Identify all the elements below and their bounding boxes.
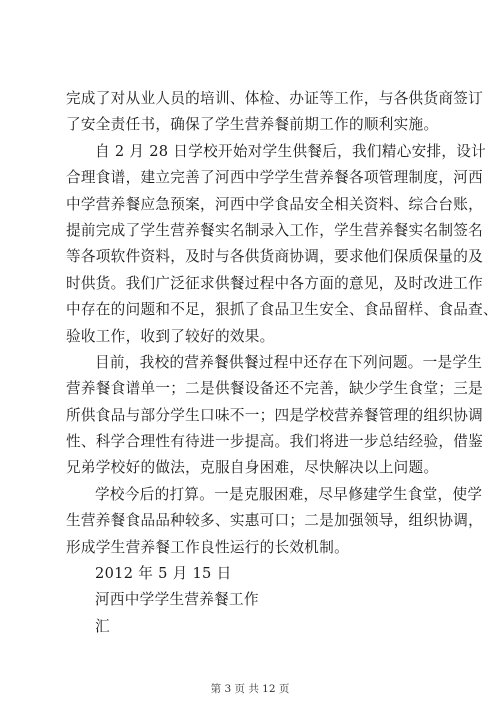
text-line: 中学营养餐应急预案，河西中学食品安全相关资料、综合台账， [66, 195, 484, 213]
text-line: 形成学生营养餐工作良性运行的长效机制。 [66, 538, 349, 556]
text-line: 完成了对从业人员的培训、体检、办证等工作，与各供货商签订 [66, 90, 484, 107]
document-body [66, 86, 498, 640]
text-line: 中存在的问题和不足，狠抓了食品卫生安全、食品留样、食品查、 [66, 301, 498, 319]
paragraph-start-line: 自 2 月 28 日学校开始对学生供餐后，我们精心安排，设计 [95, 142, 487, 160]
text-line: 验收工作，收到了较好的效果。 [66, 327, 275, 345]
text-line: 等各项软件资料，及时与各供货商协调，要求他们保质保量的及 [66, 248, 484, 266]
text-line: 了安全责任书，确保了学生营养餐前期工作的顺利实施。 [66, 116, 439, 134]
text-line: 营养餐食谱单一；二是供餐设备还不完善，缺少学生食堂；三是 [66, 380, 484, 398]
text-line: 合理食谱，建立完善了河西中学学生营养餐各项管理制度，河西 [66, 169, 484, 187]
text-line: 所供食品与部分学生口味不一；四是学校营养餐管理的组织协调 [66, 406, 484, 424]
text-line: 生营养餐食品品种较多、实惠可口；二是加强领导，组织协调， [66, 512, 484, 530]
date-line: 2012 年 5 月 15 日 [95, 565, 232, 583]
page-number-footer: 第 3 页 共 12 页 [210, 683, 290, 695]
text-line: 提前完成了学生营养餐实名制录入工作，学生营养餐实名制签名 [66, 221, 484, 239]
paragraph-start-line: 学校今后的打算。一是克服困难，尽早修建学生食堂，使学 [95, 485, 483, 503]
text-line: 兄弟学校好的做法，克服自身困难，尽快解决以上问题。 [66, 459, 439, 477]
signature-line: 河西中学学生营养餐工作 [95, 591, 259, 609]
text-line: 时供货。我们广泛征求供餐过程中各方面的意见，及时改进工作 [66, 274, 484, 292]
paragraph-start-line: 目前，我校的营养餐供餐过程中还存在下列问题。一是学生 [95, 353, 483, 371]
text-line: 性、科学合理性有待进一步提高。我们将进一步总结经验，借鉴 [66, 433, 484, 451]
signature-line: 汇 [95, 617, 110, 635]
